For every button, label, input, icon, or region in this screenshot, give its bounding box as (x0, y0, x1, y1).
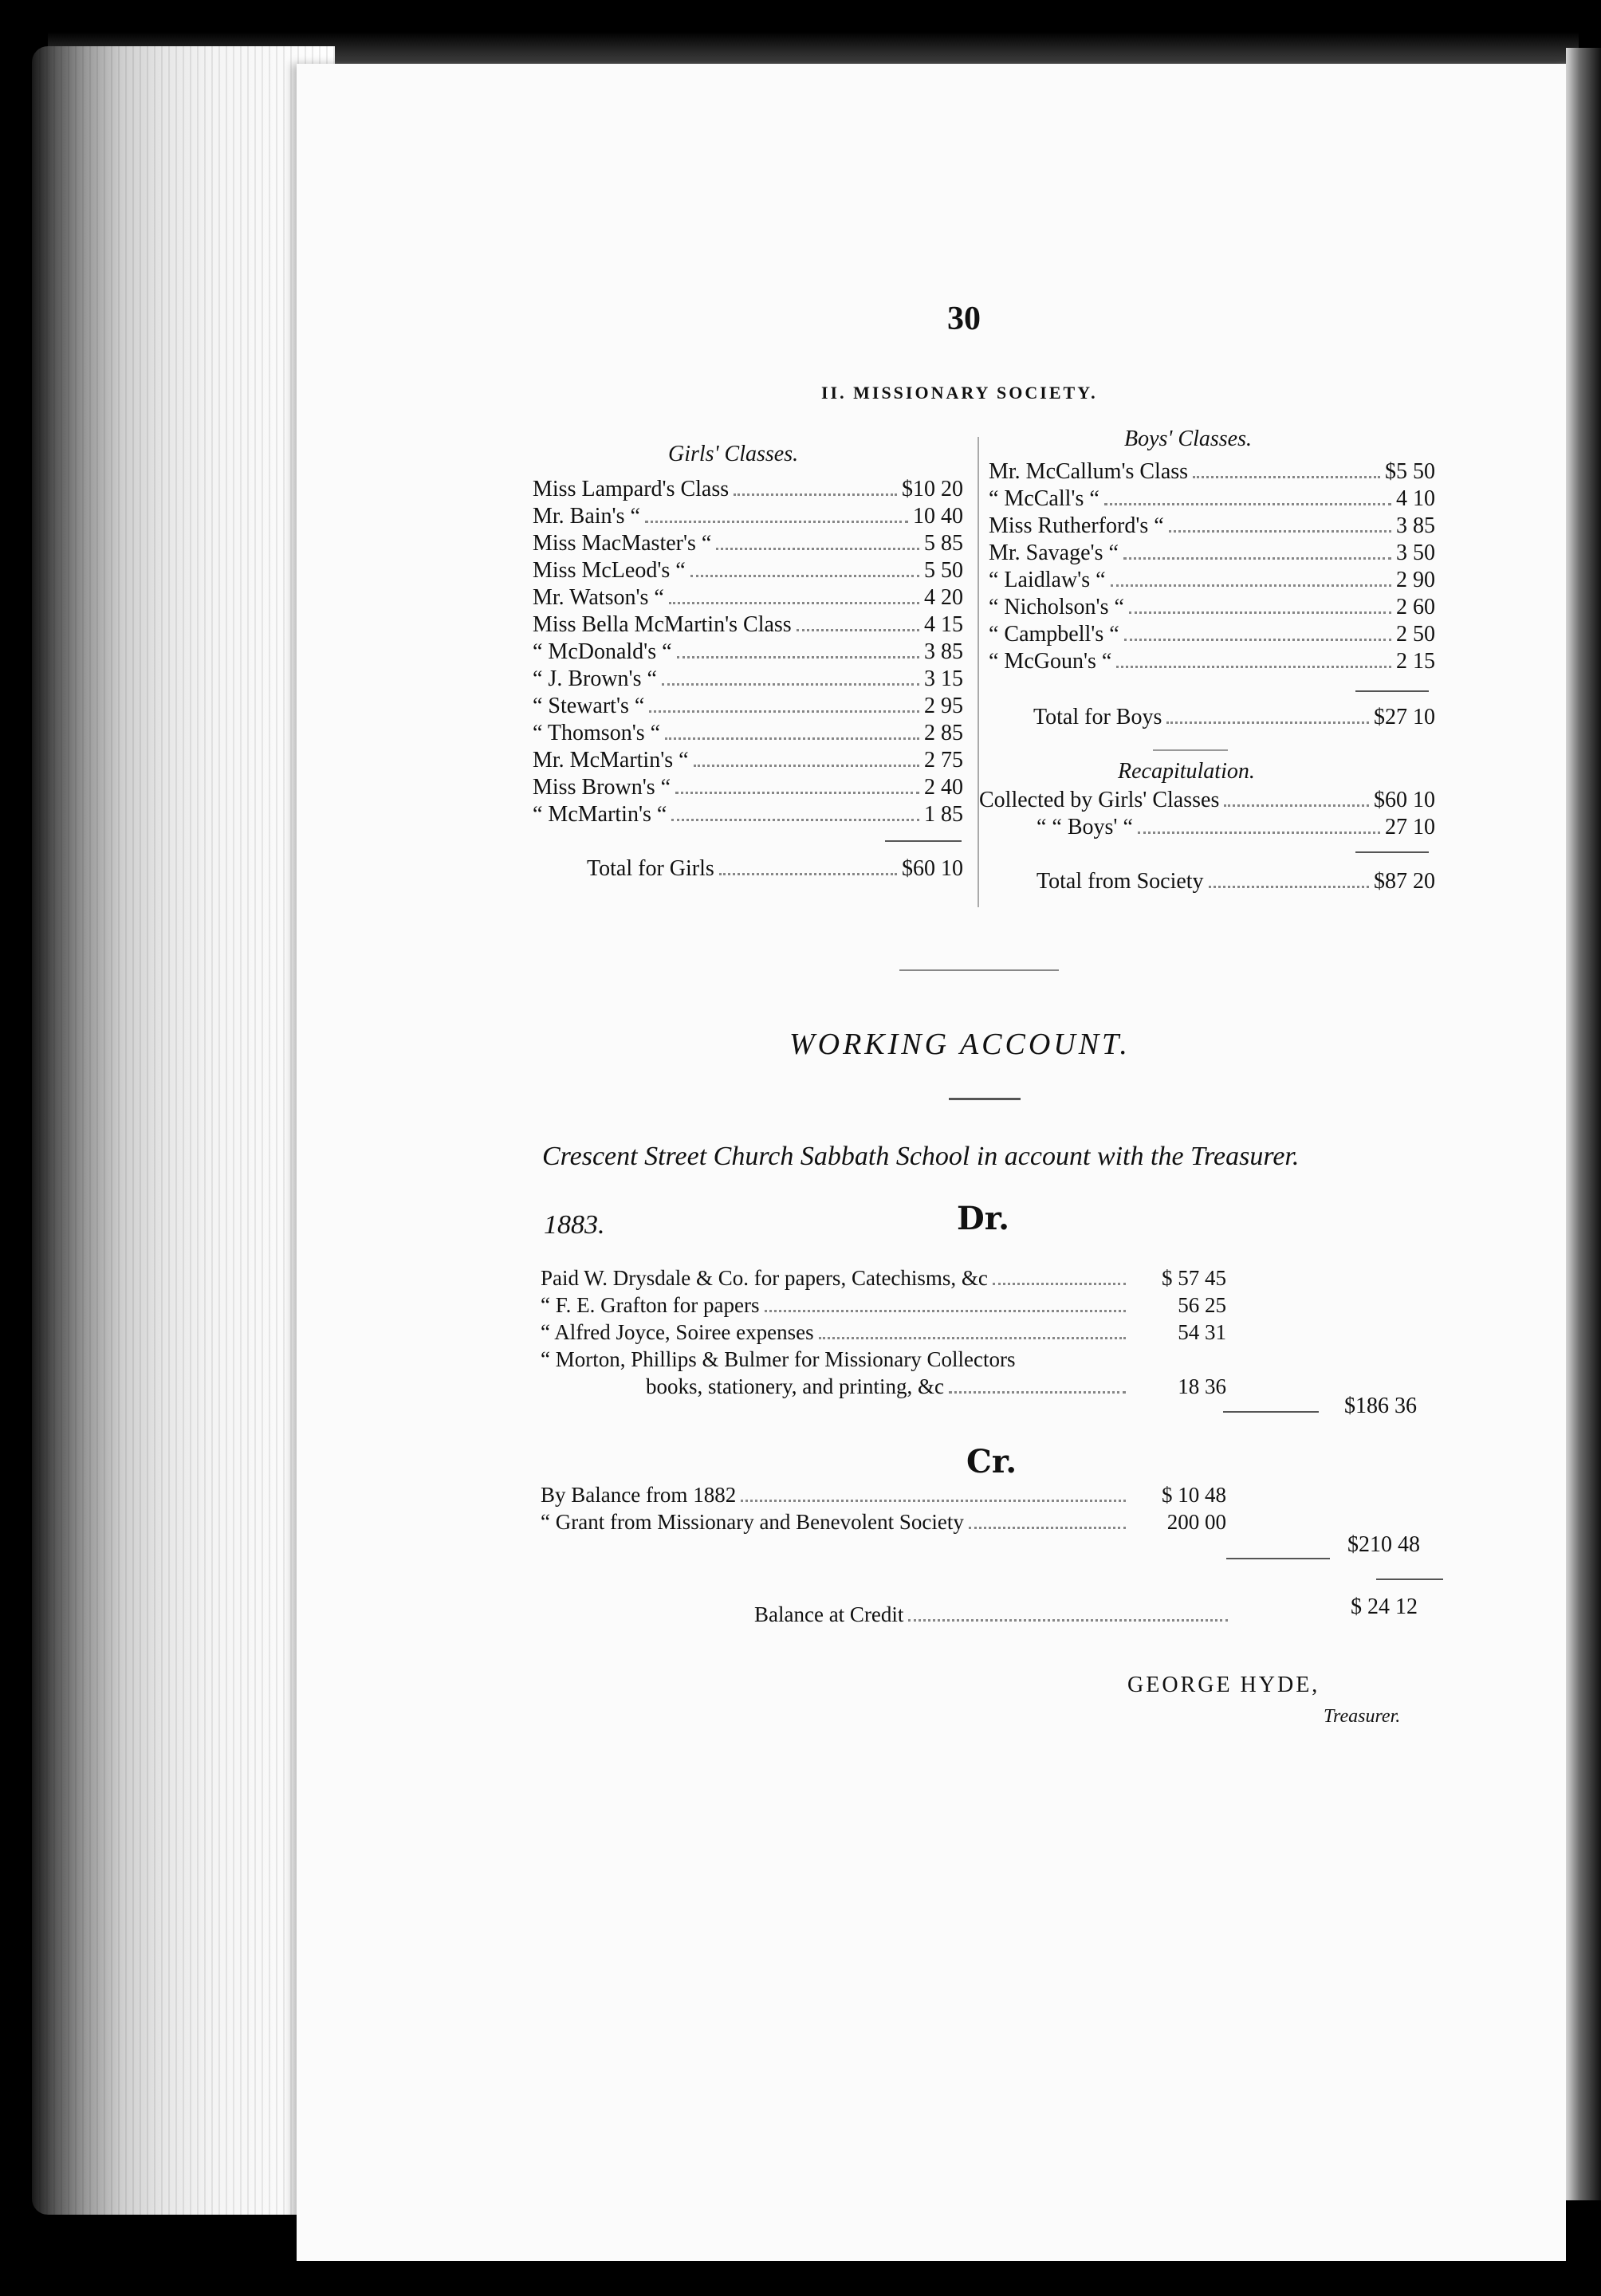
list-item: Collected by Girls' Classes $60 10 (979, 788, 1435, 812)
list-item: “ McMartin's “ 1 85 (533, 802, 963, 827)
recapitulation-heading: Recapitulation. (1118, 759, 1255, 784)
boys-total: Total for Boys $27 10 (1033, 705, 1435, 729)
list-item: “ McDonald's “ 3 85 (533, 639, 963, 664)
list-item: “ “ Boys' “ 27 10 (1037, 815, 1435, 839)
girls-total: Total for Girls $60 10 (587, 856, 963, 881)
table-row: By Balance from 1882 $ 10 48 (541, 1483, 1226, 1507)
list-item: Mr. McMartin's “ 2 75 (533, 748, 963, 773)
list-item: “ Nicholson's “ 2 60 (989, 595, 1435, 619)
girls-classes-heading: Girls' Classes. (668, 442, 799, 466)
page-stack-edge (32, 46, 335, 2215)
facing-page-edge (1566, 48, 1601, 2200)
list-item: Miss MacMaster's “ 5 85 (533, 531, 963, 556)
signature-title: Treasurer. (1324, 1706, 1401, 1727)
signature-name: GEORGE HYDE, (1127, 1673, 1320, 1697)
list-item: Mr. Savage's “ 3 50 (989, 541, 1435, 565)
boys-total-rule (1355, 690, 1429, 692)
list-item: “ Laidlaw's “ 2 90 (989, 568, 1435, 592)
table-row: Paid W. Drysdale & Co. for papers, Catechisms, &c $ 57 45 (541, 1266, 1226, 1290)
recap-total-rule (1355, 851, 1429, 853)
working-account-title: WORKING ACCOUNT. (789, 1028, 1131, 1061)
recap-total: Total from Society $87 20 (1037, 869, 1435, 894)
account-year: 1883. (544, 1210, 605, 1240)
balance-amount: $ 24 12 (1351, 1594, 1418, 1619)
debit-heading: Dr. (957, 1200, 1010, 1237)
list-item: “ J. Brown's “ 3 15 (533, 666, 963, 691)
list-item: Mr. McCallum's Class $5 50 (989, 459, 1435, 484)
table-row: “ Morton, Phillips & Bulmer for Missionary Collectors (541, 1347, 1016, 1371)
credit-total-rule (1226, 1558, 1330, 1559)
balance-rule (1376, 1578, 1443, 1580)
page-number: 30 (947, 301, 981, 337)
table-row: “ Grant from Missionary and Benevolent Society 200 00 (541, 1510, 1226, 1534)
boys-classes-heading: Boys' Classes. (1124, 427, 1252, 451)
list-item: “ McCall's “ 4 10 (989, 486, 1435, 511)
list-item: Miss Bella McMartin's Class 4 15 (533, 612, 963, 637)
section-separator (899, 969, 1059, 971)
column-divider (978, 437, 979, 907)
table-row: “ Alfred Joyce, Soiree expenses 54 31 (541, 1320, 1226, 1344)
list-item: Miss Lampard's Class $10 20 (533, 477, 963, 501)
section-title: II. MISSIONARY SOCIETY. (821, 383, 1098, 403)
recap-rule (1153, 749, 1228, 751)
table-row: books, stationery, and printing, &c 18 36 (646, 1374, 1226, 1398)
credit-total: $210 48 (1347, 1532, 1420, 1557)
debit-total-rule (1223, 1411, 1319, 1413)
list-item: “ McGoun's “ 2 15 (989, 649, 1435, 674)
list-item: Miss McLeod's “ 5 50 (533, 558, 963, 583)
account-subtitle: Crescent Street Church Sabbath School in account with the Treasurer. (542, 1142, 1300, 1171)
table-row: “ F. E. Grafton for papers 56 25 (541, 1293, 1226, 1317)
debit-total: $186 36 (1344, 1394, 1417, 1418)
list-item: Miss Brown's “ 2 40 (533, 775, 963, 800)
list-item: Mr. Bain's “ 10 40 (533, 504, 963, 529)
title-rule (949, 1098, 1021, 1100)
list-item: “ Campbell's “ 2 50 (989, 622, 1435, 647)
credit-heading: Cr. (966, 1443, 1017, 1480)
girls-total-rule (885, 840, 962, 842)
list-item: Mr. Watson's “ 4 20 (533, 585, 963, 610)
balance-row: Balance at Credit (754, 1602, 1233, 1630)
list-item: Miss Rutherford's “ 3 85 (989, 513, 1435, 538)
list-item: “ Thomson's “ 2 85 (533, 721, 963, 745)
list-item: “ Stewart's “ 2 95 (533, 694, 963, 718)
